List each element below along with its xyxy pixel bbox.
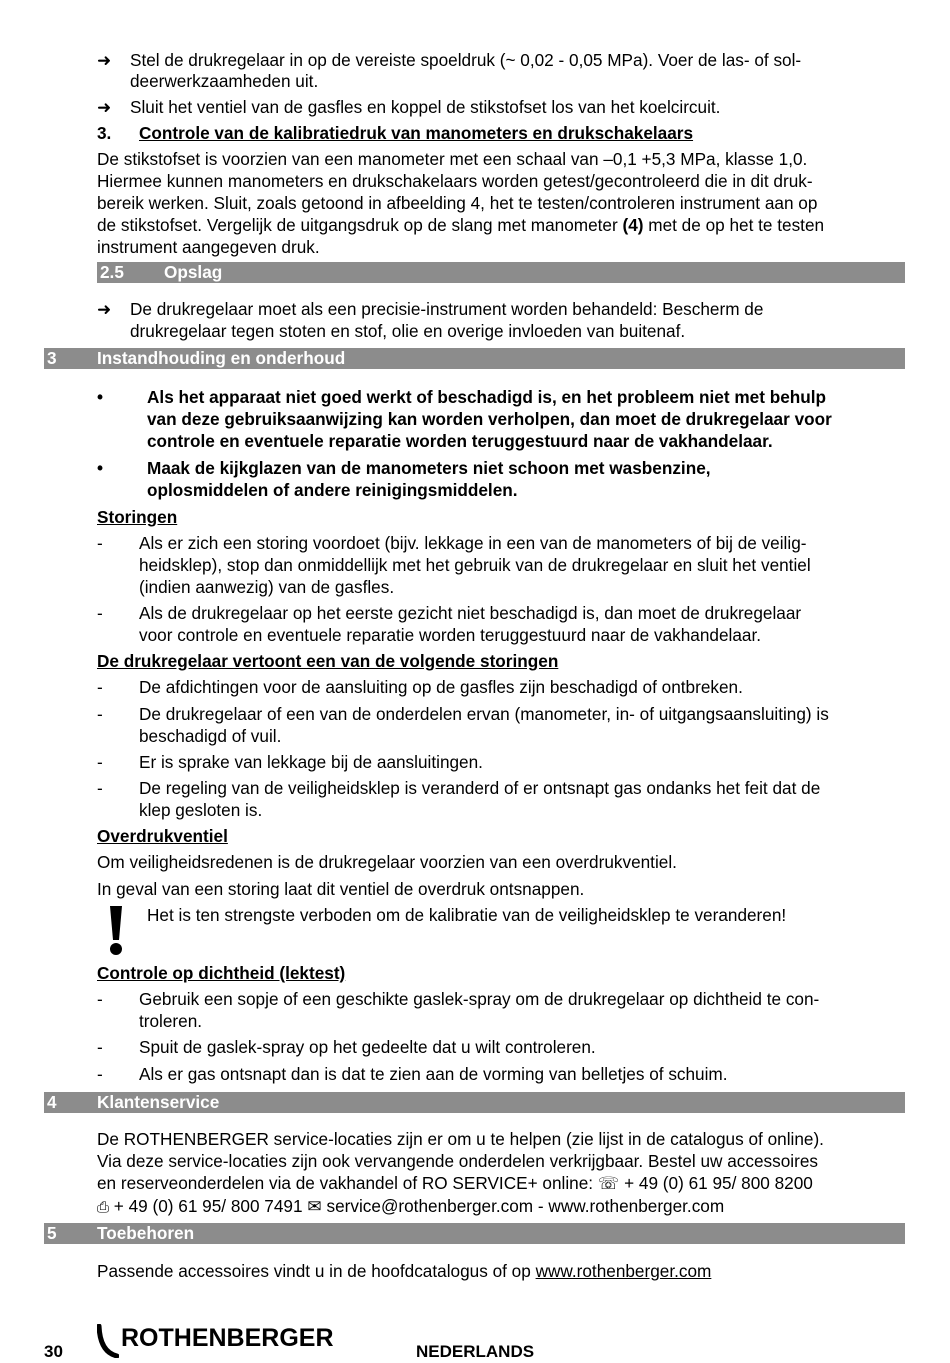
paragraph-fragment: de stikstofset. Vergelijk de uitgangsdruk op de slang met manometer: [97, 215, 623, 235]
fax-number: + 49 (0) 61 95/ 800 7491: [113, 1196, 303, 1216]
section-title: Klantenservice: [97, 1092, 220, 1112]
contact-line: [97, 1196, 724, 1219]
list-item: troleren.: [139, 1011, 203, 1031]
section-header-2-5: [97, 262, 905, 283]
warning-text: controle en eventuele reparatie worden teruggestuurd naar de vakhandelaar.: [147, 431, 773, 451]
brand-logo: [97, 1322, 347, 1360]
email-address[interactable]: service@rothenberger.com: [326, 1196, 534, 1216]
dash-bullet: -: [97, 603, 103, 623]
subheading: De drukregelaar vertoont een van de volgende storingen: [97, 651, 559, 671]
section-number: 3: [47, 348, 57, 368]
website-link[interactable]: www.rothenberger.com: [535, 1261, 712, 1281]
list-item: Spuit de gaslek-spray op het gedeelte dat u wilt controleren.: [139, 1037, 596, 1057]
section-header-4: [44, 1092, 905, 1113]
paragraph-fragment: en reserveonderdelen via de vakhandel of RO SERVICE+ online:: [97, 1173, 598, 1193]
list-item: Gebruik een sopje of een geschikte gaslek-spray om de drukregelaar op dichtheid te con-: [139, 989, 820, 1009]
section-number: 5: [47, 1223, 57, 1243]
dash-bullet: -: [97, 989, 103, 1009]
paragraph-line: In geval van een storing laat dit ventiel de overdruk ontsnappen.: [97, 879, 585, 899]
phone-icon: ☏: [597, 1173, 620, 1193]
section-number: 2.5: [100, 262, 124, 282]
paragraph-line: De stikstofset is voorzien van een manometer met een schaal van –0,1 +5,3 MPa, klasse 1,0.: [97, 149, 808, 169]
subheading: Storingen: [97, 507, 178, 527]
instruction-text: De drukregelaar moet als een precisie-instrument worden behandeld: Bescherm de: [130, 299, 764, 319]
warning-text: Als het apparaat niet goed werkt of beschadigd is, en het probleem niet met behulp: [147, 387, 827, 407]
paragraph-line: Via deze service-locaties zijn ook vervangende onderdelen verkrijgbaar. Bestel uw accessoires: [97, 1151, 818, 1171]
brand-name: ROTHENBERGER: [121, 1324, 334, 1352]
arrow-icon: ➜: [97, 98, 112, 117]
website-text[interactable]: www.rothenberger.com: [548, 1196, 725, 1216]
exclamation-icon: [107, 904, 125, 956]
section-header-5: [44, 1223, 905, 1244]
bullet-icon: •: [97, 387, 104, 407]
section-title: Instandhouding en onderhoud: [97, 348, 346, 368]
instruction-text: Stel de drukregelaar in op de vereiste spoeldruk (~ 0,02 - 0,05 MPa). Voer de las- of sol-: [130, 50, 802, 70]
paragraph-line: bereik werken. Sluit, zoals getoond in afbeelding 4, het te testen/controleren instrument aan op: [97, 193, 818, 213]
warning-note: Het is ten strengste verboden om de kalibratie van de veiligheidsklep te veranderen!: [147, 905, 787, 925]
paragraph-line: [97, 215, 824, 237]
paragraph-line: [97, 1261, 711, 1283]
list-item: De afdichtingen voor de aansluiting op de gasfles zijn beschadigd of ontbreken.: [139, 677, 743, 697]
list-item: heidsklep), stop dan onmiddellijk met het gebruik van de drukregelaar en sluit het ventiel: [139, 555, 811, 575]
bullet-icon: •: [97, 458, 104, 478]
paragraph-line: instrument aangegeven druk.: [97, 237, 320, 257]
subheading-title: Controle van de kalibratiedruk van manometers en drukschakelaars: [139, 123, 694, 143]
subheading: Overdrukventiel: [97, 826, 228, 846]
paragraph-line: De ROTHENBERGER service-locaties zijn er om u te helpen (zie lijst in de catalogus of online).: [97, 1129, 824, 1149]
subheading: Controle op dichtheid (lektest): [97, 963, 346, 983]
section-header-3: [44, 348, 905, 369]
paragraph-line: Om veiligheidsredenen is de drukregelaar voorzien van een overdrukventiel.: [97, 852, 677, 872]
email-icon: ✉: [307, 1196, 322, 1216]
dash-bullet: -: [97, 1064, 103, 1084]
reference-number: (4): [622, 215, 644, 235]
list-item: (indien aanwezig) van de gasfles.: [139, 577, 395, 597]
list-item: De regeling van de veiligheidsklep is veranderd of er ontsnapt gas ondanks het feit dat de: [139, 778, 821, 798]
paragraph-fragment: Passende accessoires vindt u in de hoofdcatalogus of op: [97, 1261, 536, 1281]
separator: -: [533, 1196, 549, 1216]
dash-bullet: -: [97, 677, 103, 697]
arrow-icon: ➜: [97, 51, 112, 70]
list-item: beschadigd of vuil.: [139, 726, 282, 746]
paragraph-line: [97, 1173, 813, 1195]
dash-bullet: -: [97, 752, 103, 772]
dash-bullet: -: [97, 533, 103, 553]
list-item: Er is sprake van lekkage bij de aansluitingen.: [139, 752, 483, 772]
paragraph-fragment: met de op het te testen: [643, 215, 825, 235]
section-title: Opslag: [164, 262, 223, 282]
instruction-text: Sluit het ventiel van de gasfles en koppel de stikstofset los van het koelcircuit.: [130, 97, 721, 117]
warning-text: Maak de kijkglazen van de manometers niet schoon met wasbenzine,: [147, 458, 711, 478]
dash-bullet: -: [97, 704, 103, 724]
section-title: Toebehoren: [97, 1223, 195, 1243]
arrow-icon: ➜: [97, 300, 112, 319]
logo-swoosh-icon: [97, 1324, 119, 1358]
language-label: NEDERLANDS: [416, 1342, 535, 1361]
section-number: 4: [47, 1092, 57, 1112]
list-item: De drukregelaar of een van de onderdelen ervan (manometer, in- of uitgangsaansluiting) is: [139, 704, 829, 724]
list-item: Als de drukregelaar op het eerste gezicht niet beschadigd is, dan moet de drukregelaar: [139, 603, 802, 623]
page-number: 30: [44, 1342, 63, 1361]
instruction-text: deerwerkzaamheden uit.: [130, 71, 319, 91]
fax-icon: ⎙: [97, 1199, 110, 1216]
dash-bullet: -: [97, 1037, 103, 1057]
phone-number: + 49 (0) 61 95/ 800 8200: [624, 1173, 813, 1193]
warning-text: oplosmiddelen of andere reinigingsmiddelen.: [147, 480, 518, 500]
warning-text: van deze gebruiksaanwijzing kan worden verholpen, dan moet de drukregelaar voor: [147, 409, 832, 429]
list-item: voor controle en eventuele reparatie worden teruggestuurd naar de vakhandelaar.: [139, 625, 762, 645]
subheading-number: 3.: [97, 123, 112, 143]
list-item: Als er gas ontsnapt dan is dat te zien aan de vorming van belletjes of schuim.: [139, 1064, 728, 1084]
dash-bullet: -: [97, 778, 103, 798]
instruction-text: drukregelaar tegen stoten en stof, olie en overige invloeden van buitenaf.: [130, 321, 686, 341]
list-item: Als er zich een storing voordoet (bijv. lekkage in een van de manometers of bij de veilig-: [139, 533, 807, 553]
paragraph-line: Hiermee kunnen manometers en drukschakelaars worden getest/gecontroleerd die in dit druk-: [97, 171, 813, 191]
list-item: klep gesloten is.: [139, 800, 263, 820]
